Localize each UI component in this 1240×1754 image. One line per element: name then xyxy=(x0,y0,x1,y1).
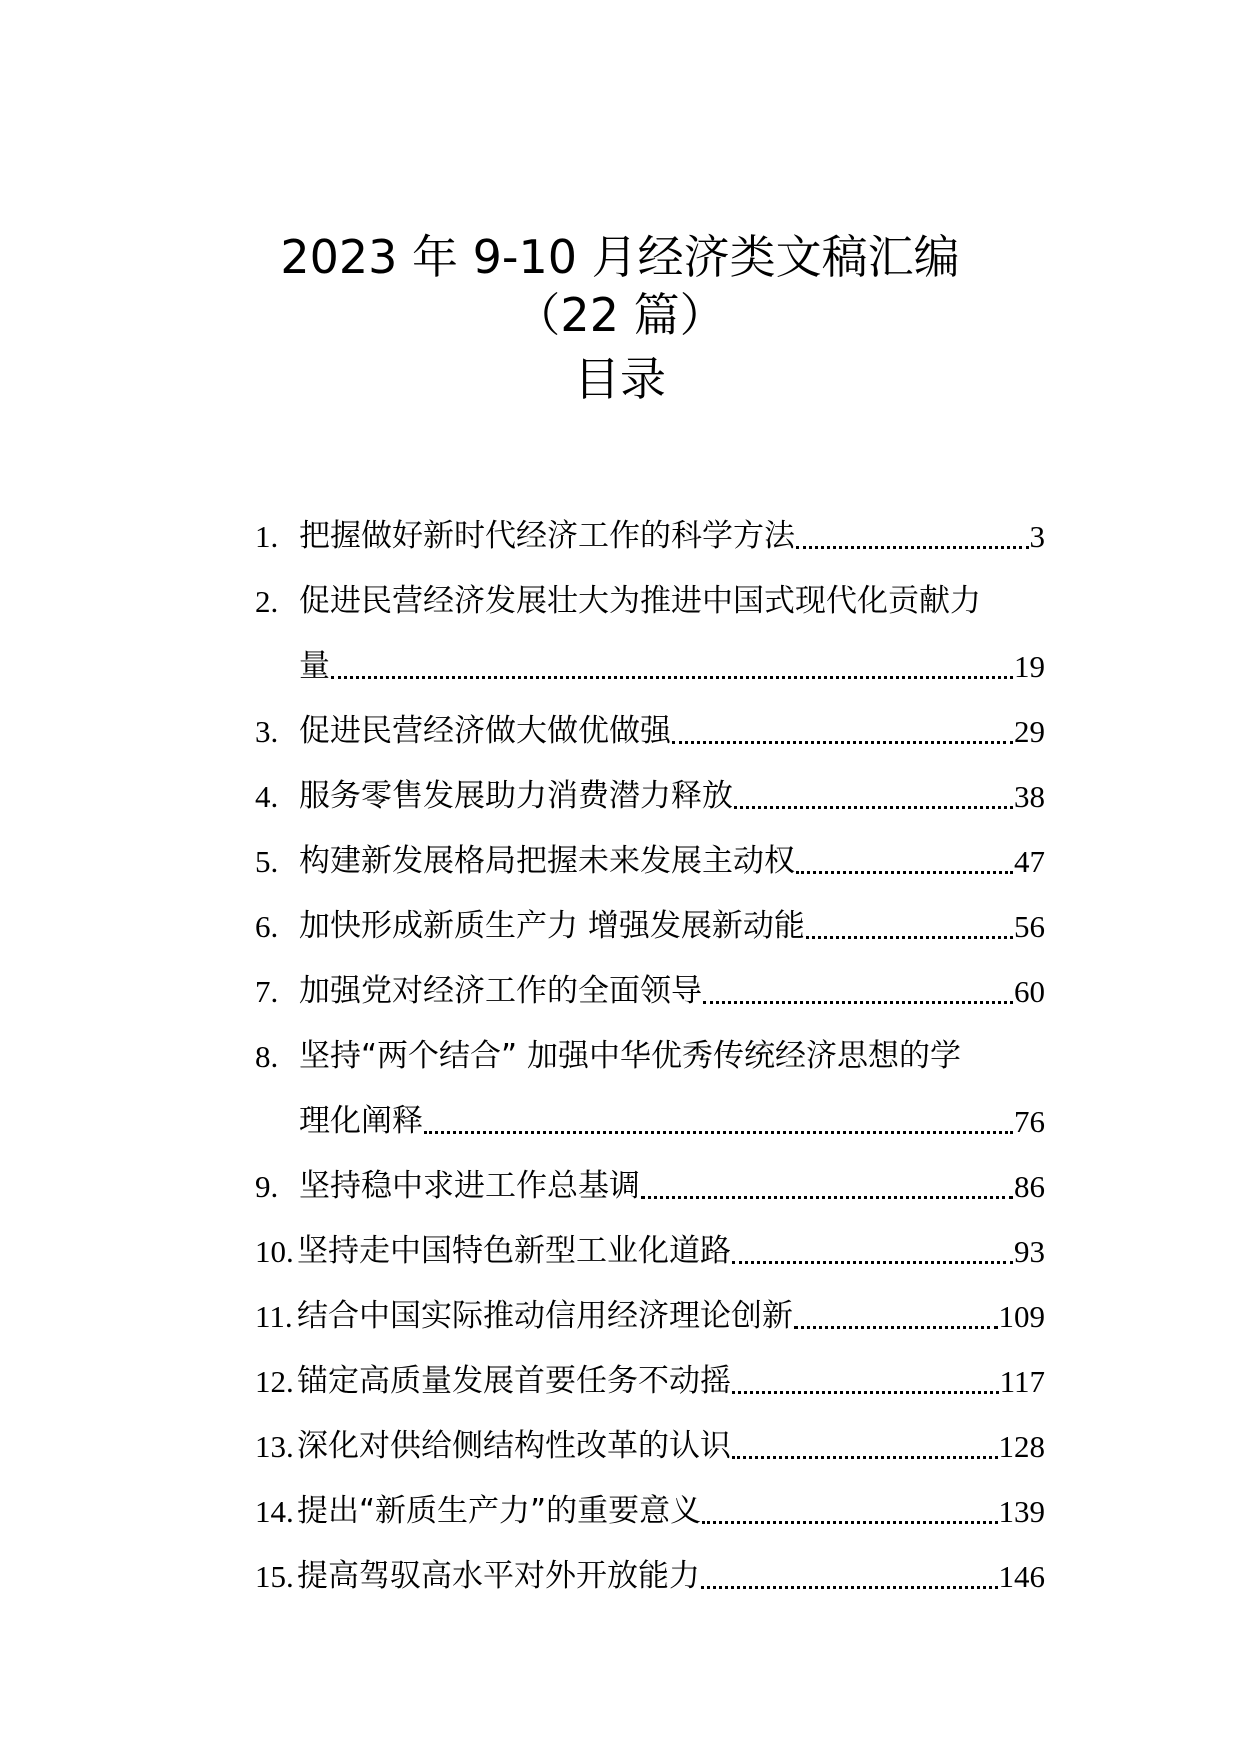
toc-entry-text-wrap xyxy=(299,835,1045,880)
toc-entry-page-number: 117 xyxy=(999,1364,1045,1399)
toc-entry-title: 坚持“两个结合” 加强中华优秀传统经济思想的学 xyxy=(299,1038,961,1074)
toc-entry-line xyxy=(255,620,1045,685)
toc-entry-line xyxy=(255,685,1045,750)
toc-entry-title: 结合中国实际推动信用经济理论创新 xyxy=(297,1298,793,1334)
toc-dot-leader xyxy=(734,806,1013,809)
toc-entry-number: 5. xyxy=(255,844,279,879)
toc-entry-number: 1. xyxy=(255,519,279,554)
toc-dot-leader xyxy=(732,1456,998,1459)
toc-entry-line xyxy=(255,945,1045,1010)
toc-entry-title: 加强党对经济工作的全面领导 xyxy=(299,973,702,1009)
toc-dot-leader xyxy=(794,1326,998,1329)
toc-entry-number: 13. xyxy=(255,1429,294,1464)
toc-entry[interactable] xyxy=(255,750,1045,815)
toc-entry-title: 促进民营经济发展壮大为推进中国式现代化贡献力 xyxy=(299,583,981,619)
toc-entry[interactable] xyxy=(255,815,1045,880)
toc-entry-page-number: 146 xyxy=(998,1559,1045,1594)
title-block xyxy=(0,228,1240,408)
toc-heading: 目录 xyxy=(574,352,666,406)
toc-entry[interactable] xyxy=(255,1335,1045,1400)
toc-entry-title: 构建新发展格局把握未来发展主动权 xyxy=(299,843,795,879)
toc-entry-page-number: 109 xyxy=(998,1299,1045,1334)
toc-entry-line xyxy=(255,1335,1045,1400)
toc-entry-number: 6. xyxy=(255,909,279,944)
toc-entry-number: 9. xyxy=(255,1169,279,1204)
toc-entry[interactable] xyxy=(255,1205,1045,1270)
toc-entry-page-number: 93 xyxy=(1014,1234,1045,1269)
toc-entry[interactable] xyxy=(255,490,1045,555)
toc-entry-text-wrap xyxy=(297,1290,1045,1335)
toc-entry-title: 服务零售发展助力消费潜力释放 xyxy=(299,778,733,814)
document-subtitle: （22 篇） xyxy=(514,288,726,342)
toc-dot-leader xyxy=(672,741,1013,744)
toc-entry-title: 提高驾驭高水平对外开放能力 xyxy=(297,1558,700,1594)
toc-dot-leader xyxy=(732,1391,999,1394)
toc-entry-page-number: 86 xyxy=(1014,1169,1045,1204)
toc-entry[interactable] xyxy=(255,1465,1045,1530)
toc-entry-line xyxy=(255,490,1045,555)
toc-entry-line xyxy=(255,1010,1045,1075)
toc-entry[interactable] xyxy=(255,1400,1045,1465)
toc-entry-text-wrap xyxy=(297,1225,1045,1270)
toc-entry-title: 理化阐释 xyxy=(299,1103,423,1139)
table-of-contents xyxy=(255,490,1045,1595)
toc-entry-text-wrap xyxy=(297,1355,1045,1400)
toc-dot-leader xyxy=(702,1521,997,1524)
toc-entry-title: 提出“新质生产力”的重要意义 xyxy=(297,1493,702,1529)
toc-dot-leader xyxy=(701,1586,998,1589)
toc-entry-number: 11. xyxy=(255,1299,293,1334)
toc-entry[interactable] xyxy=(255,945,1045,1010)
toc-entry-page-number: 128 xyxy=(998,1429,1045,1464)
toc-dot-leader xyxy=(331,676,1013,679)
toc-entry-text-wrap xyxy=(299,575,1045,620)
toc-dot-leader xyxy=(424,1131,1013,1134)
toc-entry-title: 量 xyxy=(299,648,330,684)
toc-dot-leader xyxy=(796,871,1013,874)
toc-entry-line xyxy=(255,750,1045,815)
toc-entry-title: 坚持稳中求进工作总基调 xyxy=(299,1168,640,1204)
toc-entry-title: 深化对供给侧结构性改革的认识 xyxy=(297,1428,731,1464)
toc-entry-text-wrap xyxy=(299,640,1045,685)
toc-entry-number: 3. xyxy=(255,714,279,749)
toc-entry-text-wrap xyxy=(299,900,1045,945)
toc-entry[interactable] xyxy=(255,685,1045,750)
toc-entry[interactable] xyxy=(255,1140,1045,1205)
toc-entry-number: 8. xyxy=(255,1039,279,1074)
toc-entry-text-wrap xyxy=(299,705,1045,750)
toc-entry-number: 10. xyxy=(255,1234,294,1269)
toc-entry-page-number: 19 xyxy=(1014,649,1045,684)
toc-entry-page-number: 38 xyxy=(1014,779,1045,814)
toc-entry[interactable] xyxy=(255,1530,1045,1595)
toc-entry-text-wrap xyxy=(299,965,1045,1010)
toc-entry-line xyxy=(255,555,1045,620)
toc-entry-line xyxy=(255,1140,1045,1205)
toc-entry-text-wrap xyxy=(299,770,1045,815)
toc-entry-number: 14. xyxy=(255,1494,294,1529)
toc-entry-page-number: 139 xyxy=(998,1494,1045,1529)
toc-entry-text-wrap xyxy=(297,1420,1045,1465)
toc-entry-number: 2. xyxy=(255,584,279,619)
toc-entry-number: 4. xyxy=(255,779,279,814)
toc-entry-line xyxy=(255,815,1045,880)
toc-dot-leader xyxy=(703,1001,1013,1004)
toc-entry-text-wrap xyxy=(299,510,1045,555)
toc-entry-title: 加快形成新质生产力 增强发展新动能 xyxy=(299,908,805,944)
toc-entry-title: 促进民营经济做大做优做强 xyxy=(299,713,671,749)
toc-entry-line xyxy=(255,1270,1045,1335)
toc-entry-number: 12. xyxy=(255,1364,294,1399)
toc-entry[interactable] xyxy=(255,1270,1045,1335)
toc-entry-number: 7. xyxy=(255,974,279,1009)
toc-entry-page-number: 29 xyxy=(1014,714,1045,749)
toc-dot-leader xyxy=(732,1261,1013,1264)
toc-entry-line xyxy=(255,1205,1045,1270)
toc-entry[interactable] xyxy=(255,555,1045,685)
toc-entry-line xyxy=(255,1075,1045,1140)
toc-dot-leader xyxy=(796,546,1029,549)
toc-entry-page-number: 47 xyxy=(1014,844,1045,879)
toc-entry-line xyxy=(255,1465,1045,1530)
toc-entry-number: 15. xyxy=(255,1559,294,1594)
toc-entry-line xyxy=(255,1400,1045,1465)
toc-entry-text-wrap xyxy=(299,1095,1045,1140)
toc-entry-title: 把握做好新时代经济工作的科学方法 xyxy=(299,518,795,554)
toc-entry-text-wrap xyxy=(297,1550,1045,1595)
toc-dot-leader xyxy=(641,1196,1013,1199)
toc-entry-page-number: 76 xyxy=(1014,1104,1045,1139)
toc-entry-title: 坚持走中国特色新型工业化道路 xyxy=(297,1233,731,1269)
toc-entry-line xyxy=(255,1530,1045,1595)
toc-entry-title: 锚定高质量发展首要任务不动摇 xyxy=(297,1363,731,1399)
toc-entry[interactable] xyxy=(255,880,1045,945)
toc-dot-leader xyxy=(806,936,1013,939)
toc-entry-page-number: 3 xyxy=(1029,519,1045,554)
toc-entry-text-wrap xyxy=(299,1160,1045,1205)
toc-entry-text-wrap xyxy=(299,1030,1045,1075)
toc-entry-text-wrap xyxy=(297,1485,1045,1530)
toc-entry[interactable] xyxy=(255,1010,1045,1140)
toc-entry-page-number: 60 xyxy=(1014,974,1045,1009)
document-title: 2023 年 9-10 月经济类文稿汇编 xyxy=(280,230,960,284)
toc-entry-line xyxy=(255,880,1045,945)
toc-entry-page-number: 56 xyxy=(1014,909,1045,944)
